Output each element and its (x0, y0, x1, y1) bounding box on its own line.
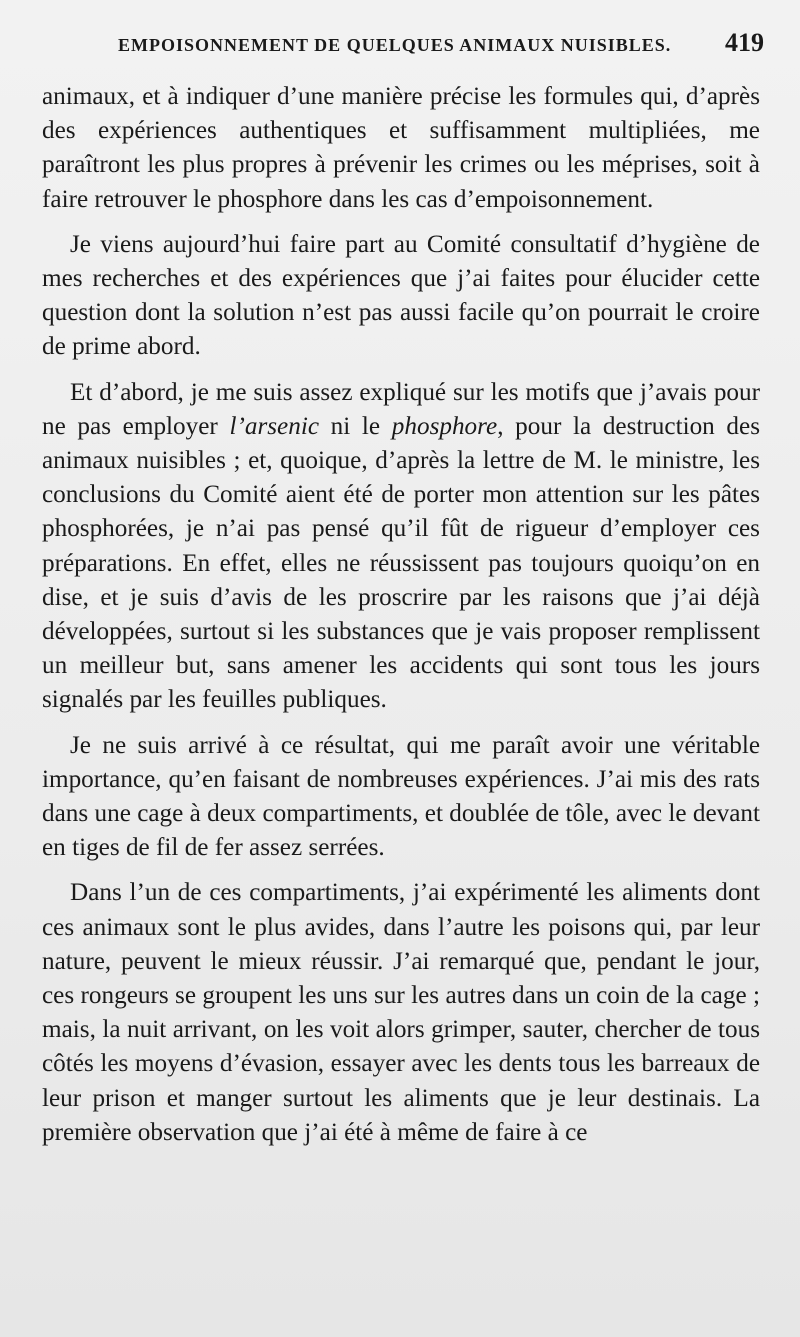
paragraph-3 (42, 376, 760, 718)
body-text (42, 80, 760, 1150)
running-header (42, 28, 764, 78)
paragraph-1: animaux, et à indiquer d’une manière précise les formules qui, d’après des expériences authentiques et suffisamment multipliées, me paraîtront les plus propres à prévenir les crimes ou les méprises, soit à faire retrouver le phosphore dans les cas d’empoisonnement. (42, 83, 760, 213)
paragraph-3-part-2: ni le (319, 412, 392, 440)
running-title: EMPOISONNEMENT DE QUELQUES ANIMAUX NUISIBLES. (118, 35, 672, 55)
page-number: 419 (725, 28, 764, 57)
phosphore-term: phosphore (391, 412, 498, 440)
paragraph-5: Dans l’un de ces compartiments, j’ai expérimenté les aliments dont ces animaux sont le plus avides, dans l’autre les poisons qui, par leur nature, peuvent le mieux réussir. J’ai remarqué que, pendant le jour, ces rongeurs se groupent les uns sur les autres dans un coin de la cage ; mais, la nuit arrivant, on les voit alors grimper, sauter, chercher de tous côtés les moyens d’évasion, essayer avec les dents tous les barreaux de leur prison et manger surtout les aliments que je leur destinais. La première observation que j’ai été à même de faire à ce (42, 879, 760, 1146)
paragraph-3-part-3: , pour la destruction des animaux nuisibles ; et, quoique, d’après la lettre de M. le ministre, les conclusions du Comité aient été de porter mon attention sur les pâtes phosphorées, je n’ai pas pensé qu’il fût de rigueur d’employer ces préparations. En effet, elles ne réussissent pas toujours quoiqu’on en dise, et je suis d’avis de les proscrire par les raisons que j’ai déjà développées, surtout si les substances que je vais proposer remplissent un meilleur but, sans amener les accidents qui sont tous les jours signalés par les feuilles publiques. (42, 412, 760, 714)
paragraph-3-part-1: Et d’abord, je me suis assez expliqué sur les motifs que j’avais pour ne pas employer (42, 378, 760, 440)
paragraph-4: Je ne suis arrivé à ce résultat, qui me paraît avoir une véritable importance, qu’en faisant de nombreuses expériences. J’ai mis des rats dans une cage à deux compartiments, et doublée de tôle, avec le devant en tiges de fil de fer assez serrées. (42, 731, 760, 862)
arsenic-term: l’arsenic (229, 412, 320, 440)
paragraph-2: Je viens aujourd’hui faire part au Comité consultatif d’hygiène de mes recherches et des expériences que j’ai faites pour élucider cette question dont la solution n’est pas aussi facile qu’on pourrait le croire de prime abord. (42, 230, 760, 361)
